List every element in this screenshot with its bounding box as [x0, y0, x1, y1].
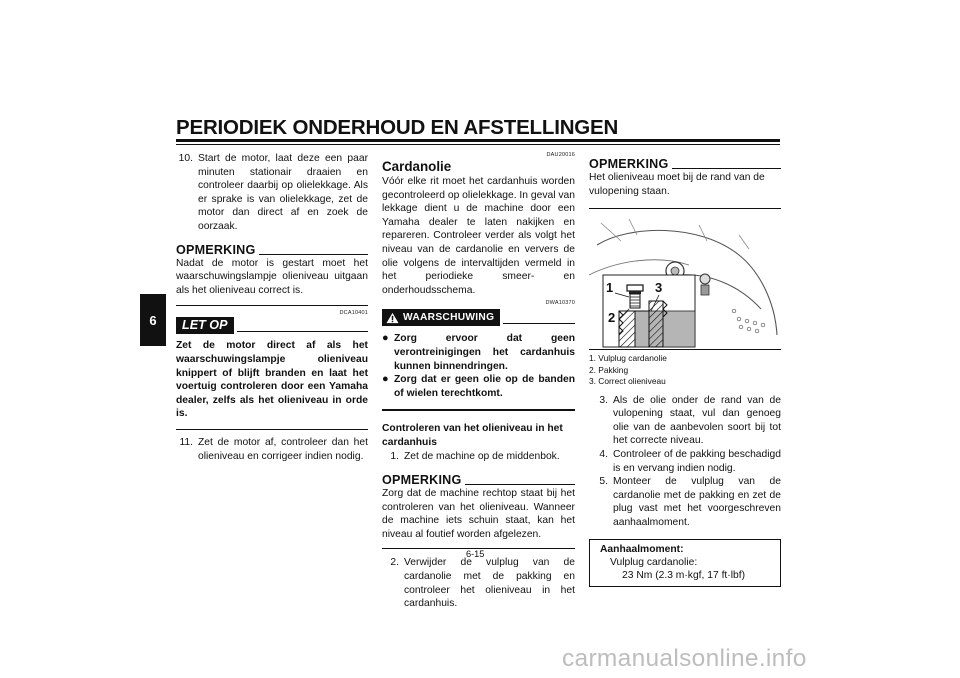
step-number: 2.	[390, 557, 399, 569]
step-number: 3.	[599, 394, 608, 406]
section-intro: Vóór elke rit moet het cardanhuis worden gecontroleerd op olielekkage. In geval van lekkage dient u de machine door een Yamaha dealer te laten nakijken en repareren. Controleer verder als volgt het niveau van de cardanolie en ververs de olie volgens de intervaltijden vermeld in het periodieke smeer- en onderhoudsschema.	[382, 176, 575, 296]
step-5	[589, 475, 781, 529]
step-number: 4.	[599, 449, 608, 461]
bullet-icon: ●	[382, 332, 389, 345]
note-label: OPMERKING	[176, 242, 256, 257]
caution-end-rule	[176, 429, 368, 430]
step-number: 11.	[179, 436, 193, 448]
note-label: OPMERKING	[382, 473, 462, 488]
step-number: 1.	[390, 450, 399, 462]
warning-bullet-2	[382, 373, 575, 400]
note-heading-rule	[259, 254, 368, 255]
step-1	[382, 450, 575, 464]
caution-heading	[176, 317, 368, 334]
title-rule-thin	[176, 144, 780, 145]
step-text: Als de olie onder de rand van de vulopening staat, vul dan genoeg olie van de aanbevolen soort bij tot het correcte niveau.	[613, 394, 781, 447]
note-label: OPMERKING	[589, 157, 669, 171]
step-number: 10.	[178, 153, 193, 164]
column-2	[382, 152, 575, 611]
torque-box	[589, 539, 781, 587]
warning-badge	[382, 309, 500, 326]
page-title: PERIODIEK ONDERHOUD EN AFSTELLINGEN	[176, 116, 619, 139]
step-text: Zet de machine op de middenbok.	[404, 450, 560, 462]
callout-2: 2	[608, 310, 616, 326]
torque-value: 23 Nm (2.3 m·kgf, 17 ft·lbf)	[622, 569, 746, 581]
note-end-rule	[176, 305, 368, 306]
section-title: Cardanolie	[382, 159, 452, 174]
subheading: Controleren van het olieniveau in het cardanhuis	[382, 423, 563, 448]
step-text: Zet de motor af, controleer dan het olieniveau en corrigeer indien nodig.	[198, 436, 368, 462]
step-10	[176, 152, 368, 234]
callout-3: 3	[655, 280, 663, 296]
step-text: Monteer de vulplug van de cardanolie met de pakking en zet de plug vast met het voorgeschreven aanhaalmoment.	[613, 476, 781, 529]
warning-end-rule	[382, 409, 575, 411]
figure-legend	[589, 353, 781, 388]
legend-item: 3. Correct olieniveau	[589, 376, 666, 387]
legend-item: 1. Vulplug cardanolie	[589, 353, 667, 364]
step-4	[589, 448, 781, 475]
step-text: Controleer of de pakking beschadigd is en vervang indien nodig.	[613, 449, 781, 474]
bullet-icon: ●	[382, 373, 389, 386]
warning-label: WAARSCHUWING	[403, 312, 495, 324]
column-3	[589, 152, 781, 587]
caution-text: Zet de motor direct af als het waarschuwingslampje olieniveau knippert of blijft branden en laat het voertuig controleren door een Yamaha dealer, zelfs als het olieniveau in orde is.	[176, 340, 368, 420]
note-heading-rule	[465, 484, 575, 485]
callout-1: 1	[606, 280, 614, 296]
note-text: Nadat de motor is gestart moet het waarschuwingslampje olieniveau uitgaan als het olieniveau correct is.	[176, 257, 368, 296]
torque-heading: Aanhaalmoment:	[600, 543, 684, 555]
cardan-housing-illustration	[589, 215, 781, 349]
page-number: 6-15	[466, 549, 485, 559]
caution-badge: LET OP	[176, 317, 234, 334]
note-heading	[382, 473, 575, 487]
legend-item: 2. Pakking	[589, 364, 629, 375]
step-number: 5.	[599, 476, 608, 488]
torque-item: Vulplug cardanolie:	[610, 556, 698, 568]
step-text: Start de motor, laat deze een paar minuten stationair draaien en controleer daarbij op olielekkage. Als er sprake is van olielekkage, zet de motor dan direct af en zoek de oorzaak.	[198, 153, 368, 232]
figure-rule	[589, 349, 781, 350]
column-1	[176, 152, 368, 463]
step-3	[589, 394, 781, 448]
step-2	[382, 556, 575, 610]
watermark: carmanualsonline.info	[562, 645, 807, 672]
step-text: Verwijder de vulplug van de cardanolie met de pakking en controleer het olieniveau in het cardanhuis.	[404, 557, 575, 610]
note-heading	[589, 157, 781, 171]
note-end-rule	[589, 208, 781, 209]
note-heading-rule	[672, 168, 781, 169]
chapter-tab: 6	[140, 294, 166, 346]
caution-heading-rule	[237, 331, 368, 332]
title-rule-thick	[176, 139, 780, 142]
bullet-text: Zorg ervoor dat geen verontreinigingen het cardanhuis kunnen binnendringen.	[394, 333, 575, 372]
step-11	[176, 436, 368, 463]
section-code: DAU20016	[546, 152, 575, 158]
warning-bullet-1	[382, 332, 575, 373]
caution-code: DCA10401	[339, 310, 368, 317]
cardan-filler-figure	[589, 215, 781, 349]
warning-heading	[382, 309, 575, 326]
warning-code: DWA10370	[545, 300, 575, 307]
bullet-text: Zorg dat er geen olie op de banden of wielen terechtkomt.	[394, 374, 575, 399]
note-heading	[176, 243, 368, 257]
note-text: Zorg dat de machine rechtop staat bij het controleren van het olieniveau. Wanneer de machine iets schuin staat, kan het niveau al foutief worden afgelezen.	[382, 488, 575, 540]
warning-heading-rule	[503, 323, 575, 324]
note-text: Het olieniveau moet bij de rand van de vulopening staan.	[589, 172, 765, 197]
warning-triangle-icon	[386, 312, 399, 324]
